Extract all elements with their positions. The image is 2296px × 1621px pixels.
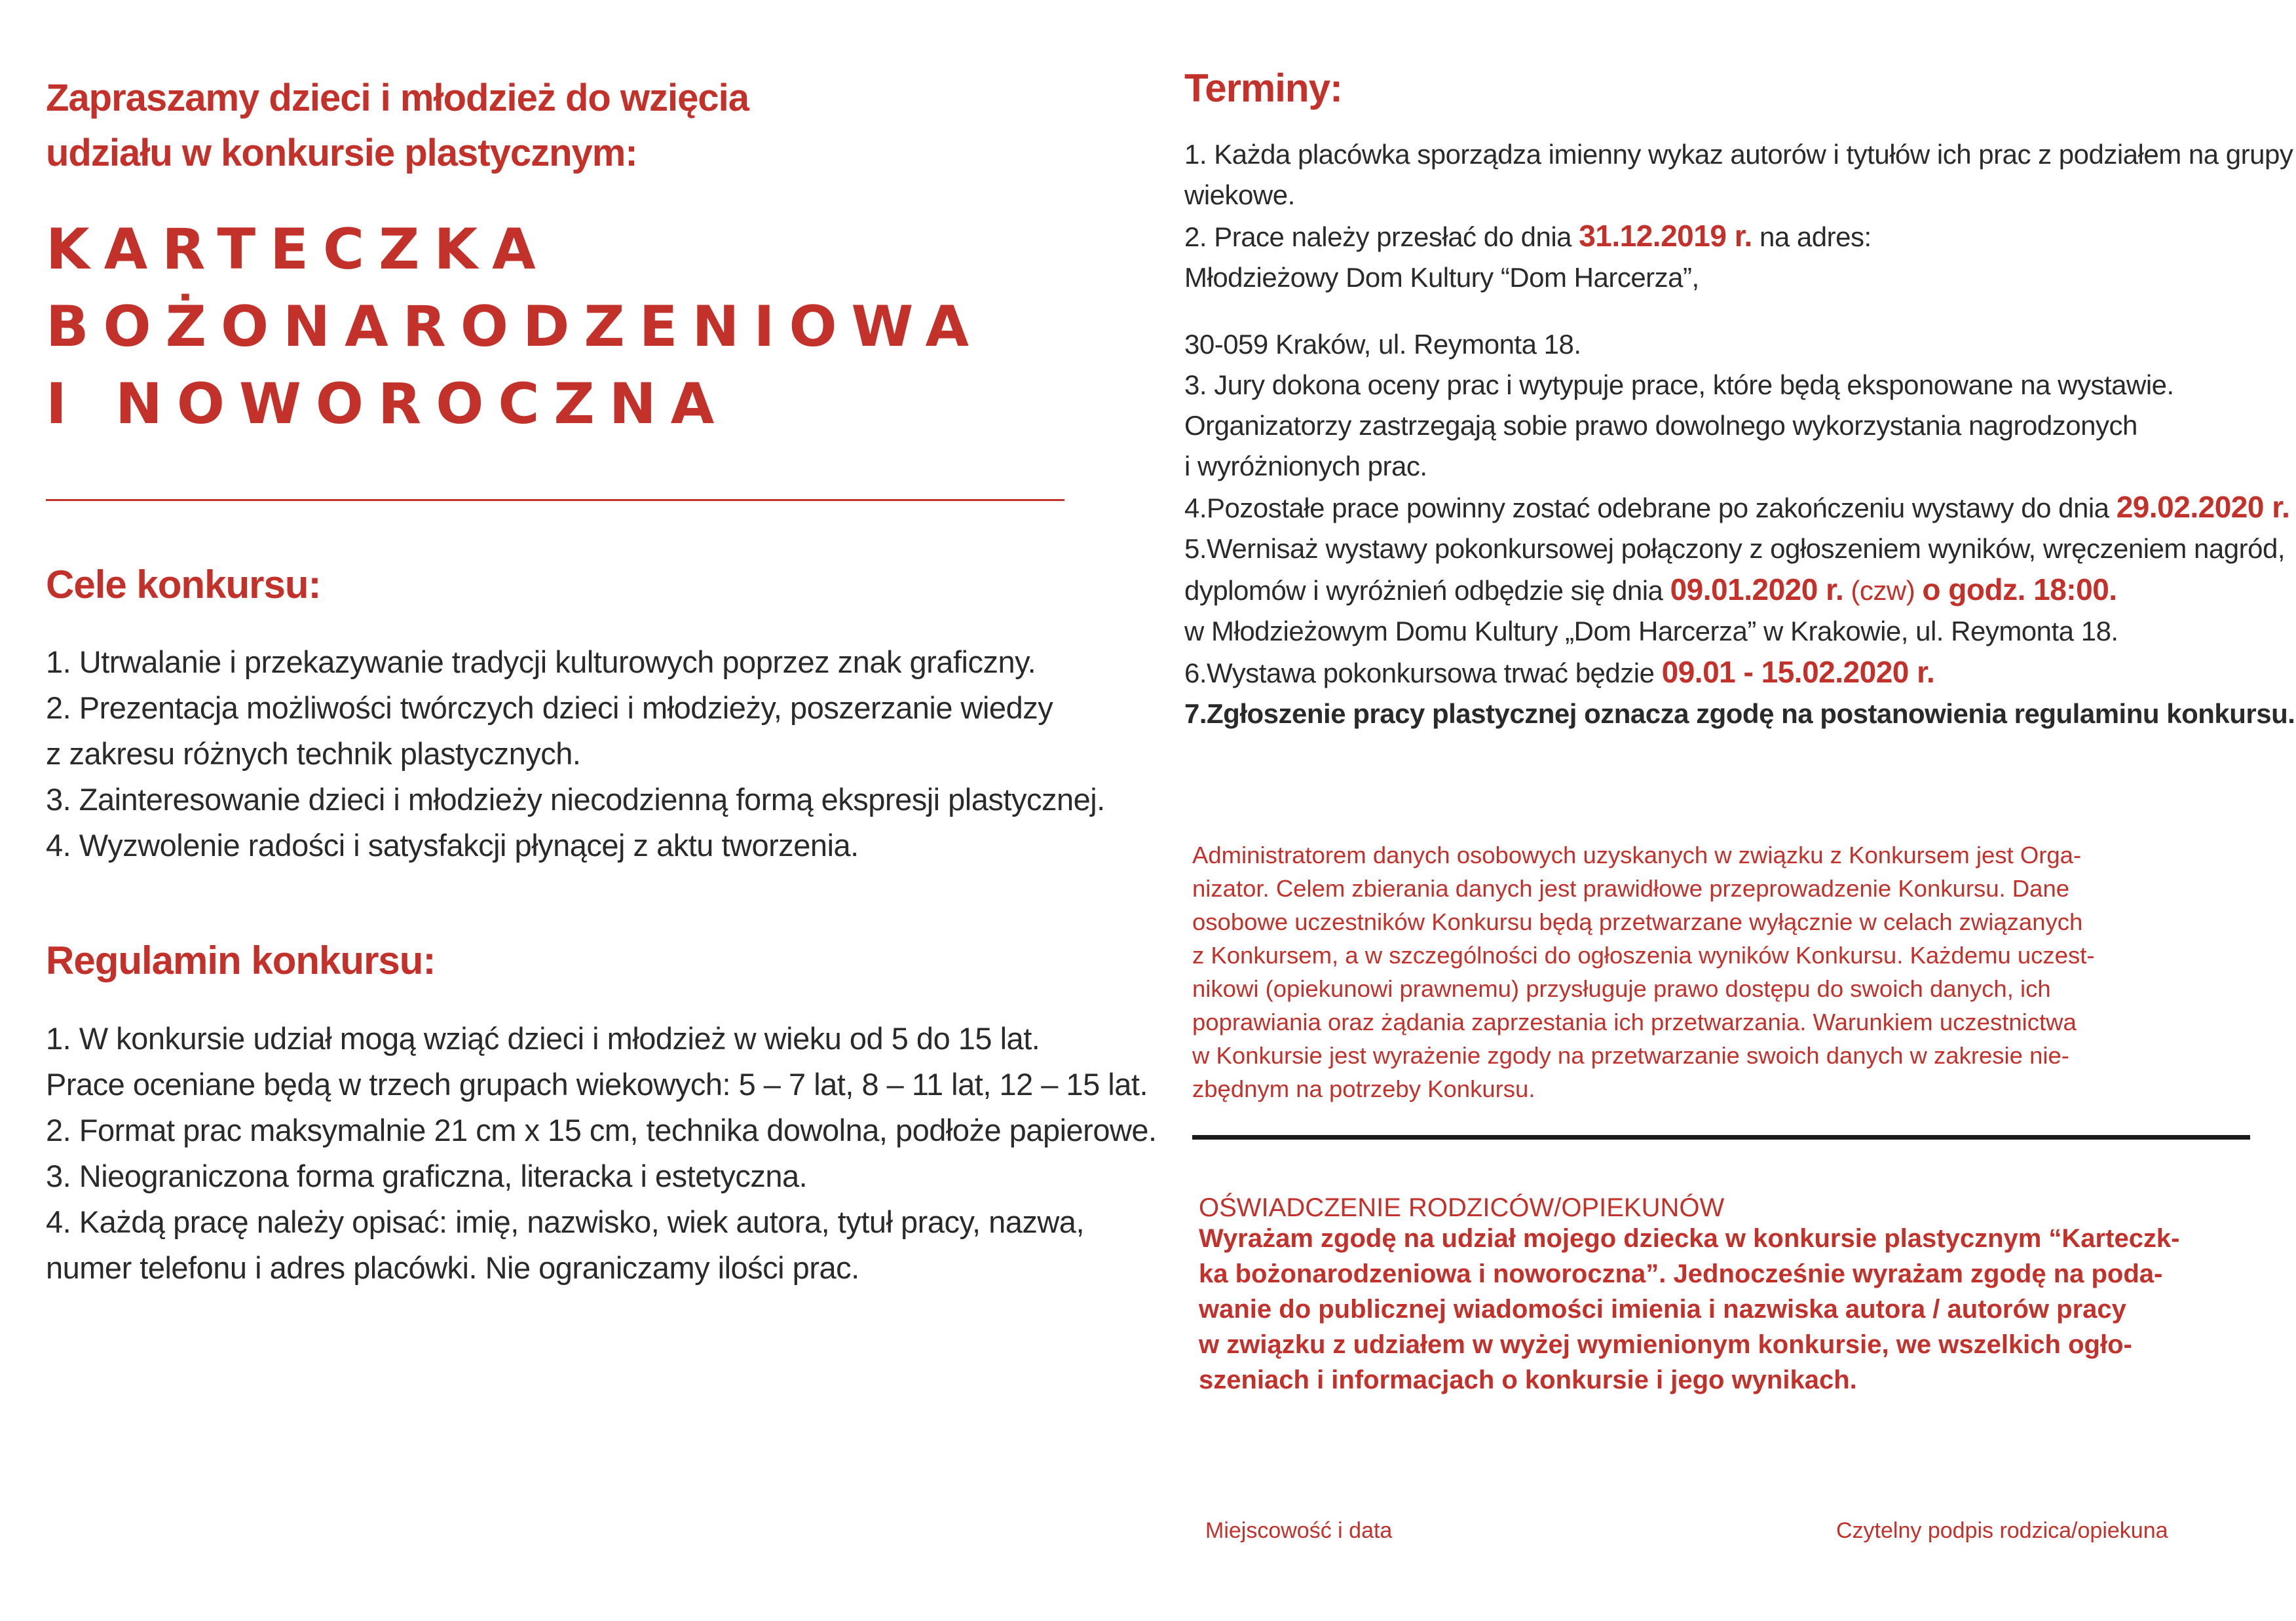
privacy-line: poprawiania oraz żądania zaprzestania ich przetwarzania. Warunkiem uczestnictwa <box>1192 1009 2077 1035</box>
declaration-line: w związku z udziałem w wyżej wymienionym konkursie, we wszelkich ogło- <box>1199 1330 2132 1359</box>
rules-heading: Regulamin konkursu: <box>46 939 436 982</box>
term-text: 6.Wystawa pokonkursowa trwać będzie <box>1184 658 1662 688</box>
rules-list <box>46 1016 1157 1291</box>
address-line: 30-059 Kraków, ul. Reymonta 18. <box>1184 329 1581 360</box>
terms-list <box>1184 134 2296 734</box>
address-line: Młodzieżowy Dom Kultury “Dom Harcerza”, <box>1184 262 1699 293</box>
deadline-date: 31.12.2019 r. <box>1579 219 1752 253</box>
term-line: i wyróżnionych prac. <box>1184 451 1427 481</box>
declaration-heading: OŚWIADCZENIE RODZICÓW/OPIEKUNÓW <box>1199 1193 1725 1222</box>
term-line <box>1184 569 2296 611</box>
privacy-line: nikowi (opiekunowi prawnemu) przysługuje prawo dostępu do swoich danych, ich <box>1192 975 2051 1002</box>
list-item: 4. Każdą pracę należy opisać: imię, nazwisko, wiek autora, tytuł pracy, nazwa, <box>46 1204 1085 1239</box>
privacy-line: z Konkursem, a w szczególności do ogłoszenia wyników Konkursu. Każdemu uczest- <box>1192 942 2095 969</box>
term-text: dyplomów i wyróżnień odbędzie się dnia <box>1184 575 1670 606</box>
right-column <box>1184 0 2295 1621</box>
list-item: 4. Wyzwolenie radości i satysfakcji płynącej z aktu tworzenia. <box>46 828 859 863</box>
privacy-line: zbędnym na potrzeby Konkursu. <box>1192 1075 1535 1102</box>
list-item: z zakresu różnych technik plastycznych. <box>46 736 581 771</box>
vernissage-date: 09.01.2020 r. <box>1670 572 1844 606</box>
signature-label: Czytelny podpis rodzica/opiekuna <box>1836 1518 2168 1543</box>
intro-line: Zapraszamy dzieci i młodzież do wzięcia <box>46 77 749 119</box>
privacy-notice <box>1192 838 2240 1106</box>
privacy-line: w Konkursie jest wyrażenie zgody na przetwarzanie swoich danych w zakresie nie- <box>1192 1042 2069 1069</box>
title-line: KARTECZKA <box>46 217 550 282</box>
term-text: 4.Pozostałe prace powinny zostać odebrane po zakończeniu wystawy do dnia <box>1184 493 2117 523</box>
list-item: 2. Prezentacja możliwości twórczych dzieci i młodzieży, poszerzanie wiedzy <box>46 690 1053 725</box>
intro-line: udziału w konkursie plastycznym: <box>46 132 637 174</box>
divider <box>46 499 1064 501</box>
list-item: 2. Format prac maksymalnie 21 cm x 15 cm, technika dowolna, podłoże papierowe. <box>46 1113 1157 1147</box>
list-item: 3. Nieograniczona forma graficzna, literacka i estetyczna. <box>46 1159 808 1193</box>
declaration-line: ka bożonarodzeniowa i noworoczna”. Jednocześnie wyrażam zgodę na poda- <box>1199 1259 2163 1288</box>
list-item: 1. Utrwalanie i przekazywanie tradycji kulturowych poprzez znak graficzny. <box>46 644 1036 679</box>
list-item: 3. Zainteresowanie dzieci i młodzieży niecodzienną formą ekspresji plastycznej. <box>46 782 1105 817</box>
contest-title <box>46 211 983 443</box>
declaration-text <box>1199 1221 2247 1398</box>
divider <box>1192 1135 2250 1140</box>
term-line: w Młodzieżowym Domu Kultury „Dom Harcerza” w Krakowie, ul. Reymonta 18. <box>1184 616 2118 646</box>
term-line: wiekowe. <box>1184 179 1295 210</box>
list-item: Prace oceniane będą w trzech grupach wiekowych: 5 – 7 lat, 8 – 11 lat, 12 – 15 lat. <box>46 1067 1148 1102</box>
list-item: numer telefonu i adres placówki. Nie ograniczamy ilości prac. <box>46 1250 859 1285</box>
term-line: 5.Wernisaż wystawy pokonkursowej połączony z ogłoszeniem wyników, wręczeniem nagród, <box>1184 533 2285 564</box>
left-column <box>46 0 1157 1621</box>
vernissage-time: o godz. 18:00. <box>1922 572 2117 606</box>
term-line: Organizatorzy zastrzegają sobie prawo dowolnego wykorzystania nagrodzonych <box>1184 410 2137 441</box>
place-date-label: Miejscowość i data <box>1205 1518 1393 1543</box>
declaration-line: Wyrażam zgodę na udział mojego dziecka w konkursie plastycznym “Karteczk- <box>1199 1224 2180 1253</box>
term-text: 2. Prace należy przesłać do dnia <box>1184 221 1579 252</box>
title-line: BOŻONARODZENIOWA <box>46 294 984 360</box>
exhibition-dates: 09.01 - 15.02.2020 r. <box>1661 655 1935 689</box>
term-line <box>1184 487 2296 529</box>
term-line: 1. Każda placówka sporządza imienny wykaz autorów i tytułów ich prac z podziałem na grupy <box>1184 139 2293 170</box>
goals-heading: Cele konkursu: <box>46 563 321 606</box>
goals-list <box>46 639 1127 868</box>
term-line <box>1184 652 2296 694</box>
list-item: 1. W konkursie udział mogą wziąć dzieci i młodzież w wieku od 5 do 15 lat. <box>46 1021 1040 1056</box>
privacy-line: osobowe uczestników Konkursu będą przetwarzane wyłącznie w celach związanych <box>1192 908 2083 935</box>
term-line: 3. Jury dokona oceny prac i wytypuje prace, które będą eksponowane na wystawie. <box>1184 369 2174 400</box>
privacy-line: nizator. Celem zbierania danych jest prawidłowe przeprowadzenie Konkursu. Dane <box>1192 875 2070 902</box>
pickup-date: 29.02.2020 r. <box>2116 490 2290 524</box>
declaration-line: szeniach i informacjach o konkursie i jego wynikach. <box>1199 1366 1857 1394</box>
vernissage-day: (czw) <box>1843 575 1923 606</box>
terms-heading: Terminy: <box>1184 66 1342 110</box>
term-line: 7.Zgłoszenie pracy plastycznej oznacza zgodę na postanowienia regulaminu konkursu. <box>1184 698 2295 729</box>
term-text: na adres: <box>1752 221 1872 252</box>
title-line: I NOWOROCZNA <box>46 371 729 437</box>
term-line <box>1184 215 2296 257</box>
intro-text <box>46 71 897 181</box>
privacy-line: Administratorem danych osobowych uzyskanych w związku z Konkursem jest Orga- <box>1192 842 2082 868</box>
declaration-line: wanie do publicznej wiadomości imienia i nazwiska autora / autorów pracy <box>1199 1295 2126 1324</box>
